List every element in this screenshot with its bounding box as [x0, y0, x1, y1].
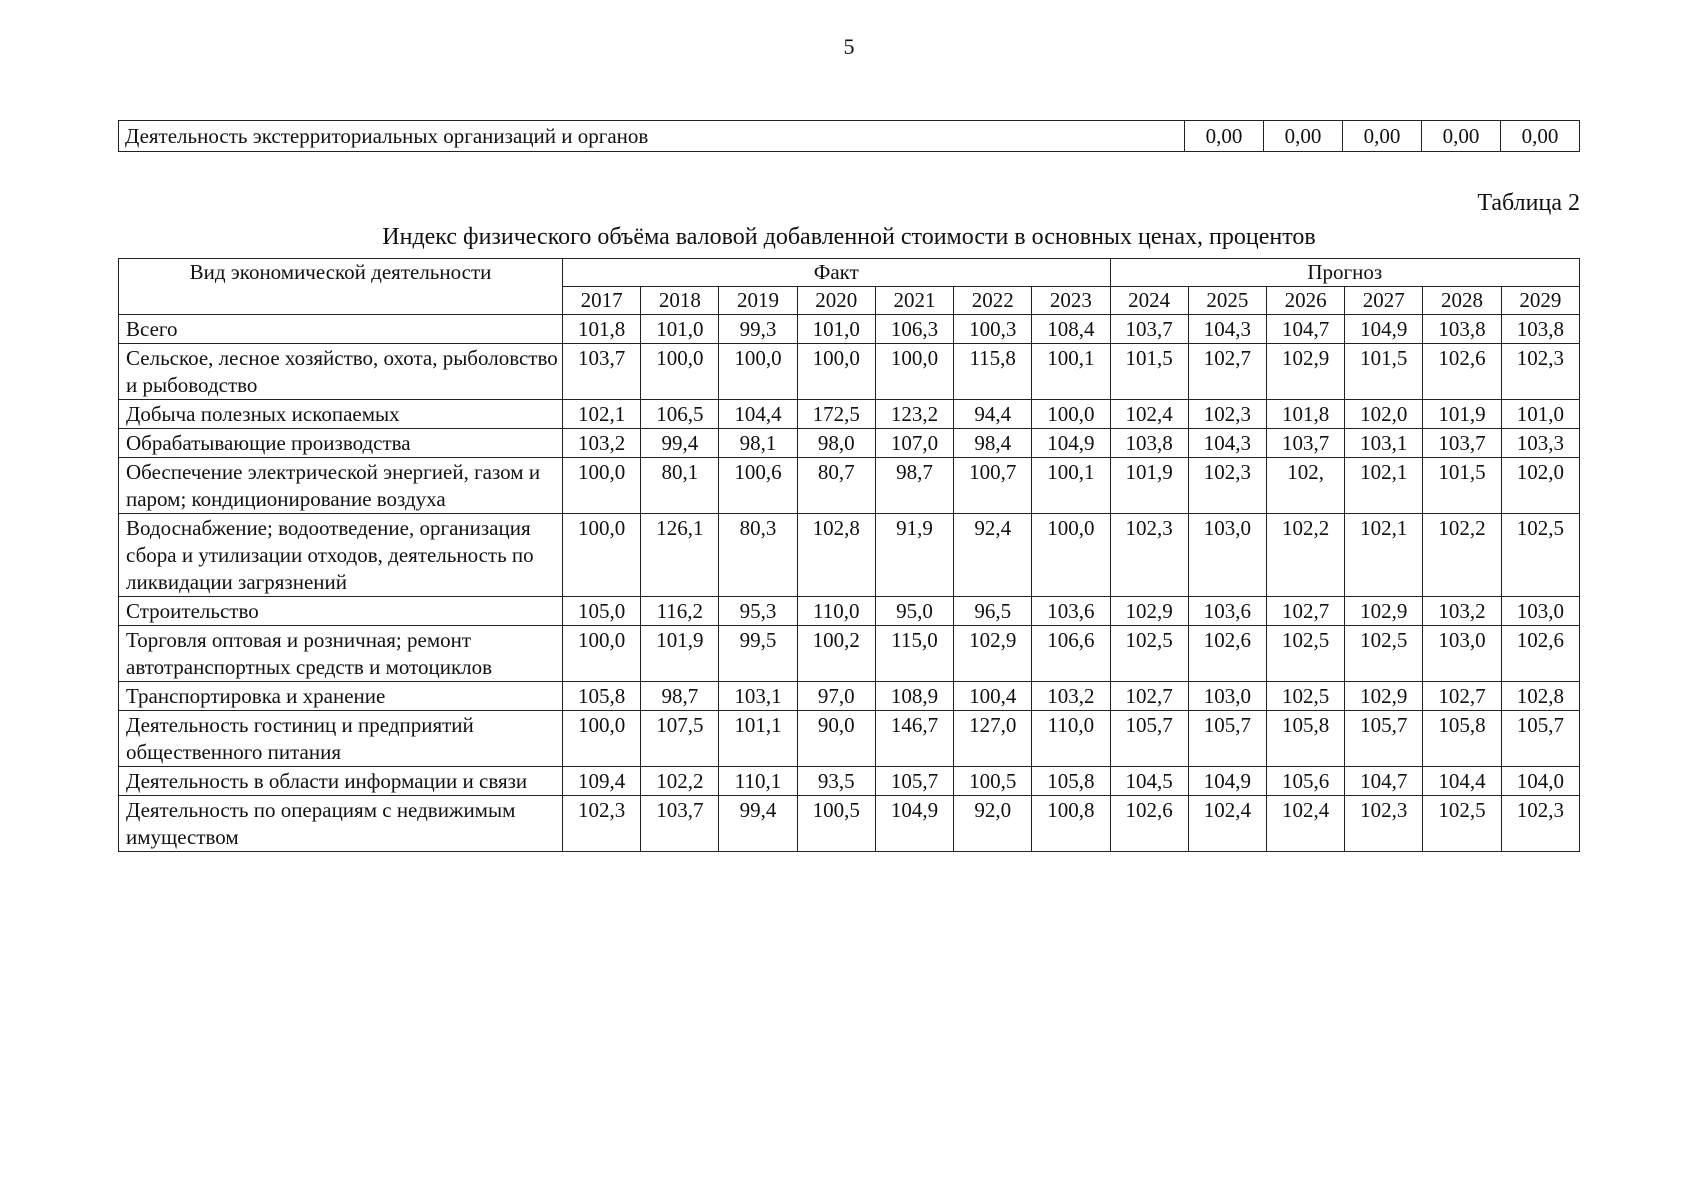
- table-cell: 100,0: [1032, 514, 1110, 597]
- year-header: 2023: [1032, 287, 1110, 315]
- table-cell: 101,8: [1266, 400, 1344, 429]
- table-cell: 105,7: [1501, 711, 1579, 767]
- table-cell: 105,7: [1110, 711, 1188, 767]
- table-cell: 126,1: [641, 514, 719, 597]
- table-cell: 102,5: [1266, 626, 1344, 682]
- table-row: [119, 711, 1580, 767]
- table-cell: 100,7: [954, 458, 1032, 514]
- table-cell: 98,4: [954, 429, 1032, 458]
- table-cell: 102,4: [1188, 796, 1266, 852]
- table-cell: 100,1: [1032, 458, 1110, 514]
- year-header: 2017: [563, 287, 641, 315]
- table-cell: 102,5: [1266, 682, 1344, 711]
- table-cell: 104,0: [1501, 767, 1579, 796]
- activity-name: Торговля оптовая и розничная; ремонт автотранспортных средств и мотоциклов: [119, 626, 563, 682]
- table-cell: 99,4: [719, 796, 797, 852]
- table-cell: 102,5: [1423, 796, 1501, 852]
- table-cell: 105,8: [1032, 767, 1110, 796]
- table-cell: 103,7: [1423, 429, 1501, 458]
- activity-name: Строительство: [119, 597, 563, 626]
- table-cell: 110,0: [797, 597, 875, 626]
- table-cell: 103,0: [1188, 514, 1266, 597]
- table-cell: 127,0: [954, 711, 1032, 767]
- table-cell: 100,0: [563, 458, 641, 514]
- table-cell: 101,8: [563, 315, 641, 344]
- table-cell: 100,5: [797, 796, 875, 852]
- table-cell: 0,00: [1185, 121, 1264, 152]
- table-cell: 105,8: [563, 682, 641, 711]
- table-cell: 102,6: [1110, 796, 1188, 852]
- table-cell: 102,0: [1501, 458, 1579, 514]
- table-cell: 108,9: [875, 682, 953, 711]
- table-cell: 105,7: [875, 767, 953, 796]
- table-cell: 101,9: [1110, 458, 1188, 514]
- table-cell: 105,7: [1345, 711, 1423, 767]
- table-cell: 102,5: [1501, 514, 1579, 597]
- table-cell: 102,1: [1345, 458, 1423, 514]
- table-cell: 172,5: [797, 400, 875, 429]
- table-cell: 102,7: [1423, 682, 1501, 711]
- table-cell: 80,3: [719, 514, 797, 597]
- table-cell: 102,6: [1188, 626, 1266, 682]
- table-cell: 102,4: [1266, 796, 1344, 852]
- table-cell: 105,8: [1423, 711, 1501, 767]
- activity-name: Деятельность в области информации и связи: [119, 767, 563, 796]
- table-cell: 95,3: [719, 597, 797, 626]
- table-cell: 102,2: [1423, 514, 1501, 597]
- table-cell: 103,8: [1110, 429, 1188, 458]
- table-cell: 115,0: [875, 626, 953, 682]
- page-number: 5: [843, 34, 855, 59]
- table-cell: 102,6: [1423, 344, 1501, 400]
- table-cell: 103,0: [1188, 682, 1266, 711]
- table-cell: 100,0: [563, 626, 641, 682]
- table-cell: 100,3: [954, 315, 1032, 344]
- table-cell: 116,2: [641, 597, 719, 626]
- table-cell: 102,: [1266, 458, 1344, 514]
- year-header: 2024: [1110, 287, 1188, 315]
- table-cell: 104,9: [875, 796, 953, 852]
- forecast-header: Прогноз: [1110, 259, 1579, 287]
- table-cell: 91,9: [875, 514, 953, 597]
- table-cell: 100,0: [641, 344, 719, 400]
- table-cell: 104,7: [1345, 767, 1423, 796]
- table-cell: 98,1: [719, 429, 797, 458]
- table-cell: 0,00: [1343, 121, 1422, 152]
- table-cell: 97,0: [797, 682, 875, 711]
- table-cell: 103,0: [1501, 597, 1579, 626]
- table-cell: 0,00: [1264, 121, 1343, 152]
- activity-name: Деятельность по операциям с недвижимым имуществом: [119, 796, 563, 852]
- table-cell: 92,0: [954, 796, 1032, 852]
- table-cell: 123,2: [875, 400, 953, 429]
- header-row: [119, 259, 1580, 287]
- table-cell: 104,5: [1110, 767, 1188, 796]
- activity-name: Обрабатывающие производства: [119, 429, 563, 458]
- table-cell: 105,6: [1266, 767, 1344, 796]
- table-cell: 100,5: [954, 767, 1032, 796]
- table-cell: 104,4: [719, 400, 797, 429]
- table-cell: 94,4: [954, 400, 1032, 429]
- table-cell: 109,4: [563, 767, 641, 796]
- table-row: [119, 315, 1580, 344]
- table-cell: 104,4: [1423, 767, 1501, 796]
- table-cell: 103,7: [641, 796, 719, 852]
- continued-table-row: [118, 120, 1580, 152]
- table-row: [119, 344, 1580, 400]
- table-cell: 102,9: [1345, 682, 1423, 711]
- table-cell: 101,5: [1423, 458, 1501, 514]
- table-cell: 106,3: [875, 315, 953, 344]
- table-cell: 101,0: [641, 315, 719, 344]
- table-cell: 101,0: [797, 315, 875, 344]
- table-cell: 104,3: [1188, 315, 1266, 344]
- table-cell: 104,9: [1345, 315, 1423, 344]
- table-cell: 102,3: [563, 796, 641, 852]
- fact-header: Факт: [563, 259, 1111, 287]
- table-cell: 101,5: [1345, 344, 1423, 400]
- table-cell: 101,1: [719, 711, 797, 767]
- table-cell: 102,3: [1110, 514, 1188, 597]
- table-row: [119, 597, 1580, 626]
- table-cell: 103,2: [1423, 597, 1501, 626]
- table-cell: 102,7: [1188, 344, 1266, 400]
- table-cell: 102,3: [1501, 796, 1579, 852]
- table-row: [119, 121, 1580, 152]
- table-cell: 103,7: [1266, 429, 1344, 458]
- activity-name: Обеспечение электрической энергией, газом и паром; кондиционирование воздуха: [119, 458, 563, 514]
- table-cell: 146,7: [875, 711, 953, 767]
- table-cell: 100,0: [563, 711, 641, 767]
- table-cell: 100,2: [797, 626, 875, 682]
- table-cell: 92,4: [954, 514, 1032, 597]
- table-cell: 102,3: [1188, 400, 1266, 429]
- table-cell: 103,7: [1110, 315, 1188, 344]
- table-cell: 108,4: [1032, 315, 1110, 344]
- table-cell: 105,7: [1188, 711, 1266, 767]
- table-cell: 102,8: [797, 514, 875, 597]
- table-cell: 100,6: [719, 458, 797, 514]
- table-title: Индекс физического объёма валовой добавленной стоимости в основных ценах, процентов: [382, 224, 1316, 250]
- table-cell: 103,1: [719, 682, 797, 711]
- activity-name: Всего: [119, 315, 563, 344]
- table-cell: 103,8: [1423, 315, 1501, 344]
- table-cell: 102,9: [1266, 344, 1344, 400]
- table-cell: 104,9: [1188, 767, 1266, 796]
- year-header: 2028: [1423, 287, 1501, 315]
- table-cell: 103,8: [1501, 315, 1579, 344]
- table-cell: 98,0: [797, 429, 875, 458]
- table-cell: 103,2: [563, 429, 641, 458]
- table-cell: 102,3: [1188, 458, 1266, 514]
- table-cell: 103,6: [1032, 597, 1110, 626]
- activity-name: Транспортировка и хранение: [119, 682, 563, 711]
- table-cell: 103,6: [1188, 597, 1266, 626]
- table-cell: 102,7: [1110, 682, 1188, 711]
- table-cell: 95,0: [875, 597, 953, 626]
- year-header: 2018: [641, 287, 719, 315]
- table-cell: 100,0: [797, 344, 875, 400]
- activity-name: Деятельность гостиниц и предприятий общественного питания: [119, 711, 563, 767]
- table-cell: 80,1: [641, 458, 719, 514]
- table-cell: 103,3: [1501, 429, 1579, 458]
- table-cell: 106,6: [1032, 626, 1110, 682]
- table-cell: 99,4: [641, 429, 719, 458]
- table-cell: 102,1: [563, 400, 641, 429]
- year-header: 2022: [954, 287, 1032, 315]
- table-cell: 90,0: [797, 711, 875, 767]
- table-cell: 99,3: [719, 315, 797, 344]
- table-cell: 106,5: [641, 400, 719, 429]
- table-cell: 102,3: [1501, 344, 1579, 400]
- row-label: Деятельность экстерриториальных организаций и органов: [119, 121, 1185, 152]
- table-cell: 102,0: [1345, 400, 1423, 429]
- table-cell: 103,1: [1345, 429, 1423, 458]
- table-cell: 110,0: [1032, 711, 1110, 767]
- table-cell: 102,1: [1345, 514, 1423, 597]
- activity-name: Сельское, лесное хозяйство, охота, рыболовство и рыбоводство: [119, 344, 563, 400]
- table-cell: 104,7: [1266, 315, 1344, 344]
- table-cell: 110,1: [719, 767, 797, 796]
- table-cell: 0,00: [1422, 121, 1501, 152]
- table-cell: 103,0: [1423, 626, 1501, 682]
- table-cell: 93,5: [797, 767, 875, 796]
- table-label: Таблица 2: [1477, 190, 1580, 216]
- year-header: 2019: [719, 287, 797, 315]
- table-cell: 0,00: [1501, 121, 1580, 152]
- table-row: [119, 514, 1580, 597]
- table-cell: 98,7: [641, 682, 719, 711]
- year-header: 2027: [1345, 287, 1423, 315]
- table-cell: 98,7: [875, 458, 953, 514]
- table-cell: 107,0: [875, 429, 953, 458]
- table-cell: 100,0: [719, 344, 797, 400]
- table-cell: 102,4: [1110, 400, 1188, 429]
- year-header: 2029: [1501, 287, 1579, 315]
- table-cell: 102,6: [1501, 626, 1579, 682]
- table-cell: 96,5: [954, 597, 1032, 626]
- table-cell: 104,3: [1188, 429, 1266, 458]
- table-cell: 102,9: [1110, 597, 1188, 626]
- table-cell: 102,9: [1345, 597, 1423, 626]
- table-row: [119, 626, 1580, 682]
- table-cell: 100,4: [954, 682, 1032, 711]
- year-header: 2020: [797, 287, 875, 315]
- table-cell: 115,8: [954, 344, 1032, 400]
- table-cell: 105,0: [563, 597, 641, 626]
- table-cell: 99,5: [719, 626, 797, 682]
- activity-name: Водоснабжение; водоотведение, организация сбора и утилизации отходов, деятельность по ликвидации загрязнений: [119, 514, 563, 597]
- table-cell: 100,1: [1032, 344, 1110, 400]
- year-header: 2025: [1188, 287, 1266, 315]
- activity-name: Добыча полезных ископаемых: [119, 400, 563, 429]
- table-row: [119, 767, 1580, 796]
- table-cell: 102,3: [1345, 796, 1423, 852]
- table-cell: 100,0: [563, 514, 641, 597]
- table-cell: 102,9: [954, 626, 1032, 682]
- table-cell: 102,8: [1501, 682, 1579, 711]
- table-cell: 80,7: [797, 458, 875, 514]
- table-cell: 100,8: [1032, 796, 1110, 852]
- table-cell: 107,5: [641, 711, 719, 767]
- table-cell: 102,7: [1266, 597, 1344, 626]
- year-header: 2026: [1266, 287, 1344, 315]
- table-cell: 103,7: [563, 344, 641, 400]
- table-cell: 102,5: [1110, 626, 1188, 682]
- table-cell: 101,5: [1110, 344, 1188, 400]
- table-cell: 101,9: [1423, 400, 1501, 429]
- activity-header: Вид экономической деятельности: [119, 259, 563, 315]
- table-cell: 102,2: [641, 767, 719, 796]
- table-cell: 102,2: [1266, 514, 1344, 597]
- gva-index-table: [118, 258, 1580, 852]
- table-cell: 104,9: [1032, 429, 1110, 458]
- table-row: [119, 682, 1580, 711]
- table-row: [119, 796, 1580, 852]
- year-header: 2021: [875, 287, 953, 315]
- table-row: [119, 400, 1580, 429]
- table-cell: 100,0: [875, 344, 953, 400]
- table-cell: 101,9: [641, 626, 719, 682]
- table-row: [119, 429, 1580, 458]
- table-cell: 100,0: [1032, 400, 1110, 429]
- table-cell: 105,8: [1266, 711, 1344, 767]
- table-cell: 103,2: [1032, 682, 1110, 711]
- table-cell: 101,0: [1501, 400, 1579, 429]
- table-row: [119, 458, 1580, 514]
- table-cell: 102,5: [1345, 626, 1423, 682]
